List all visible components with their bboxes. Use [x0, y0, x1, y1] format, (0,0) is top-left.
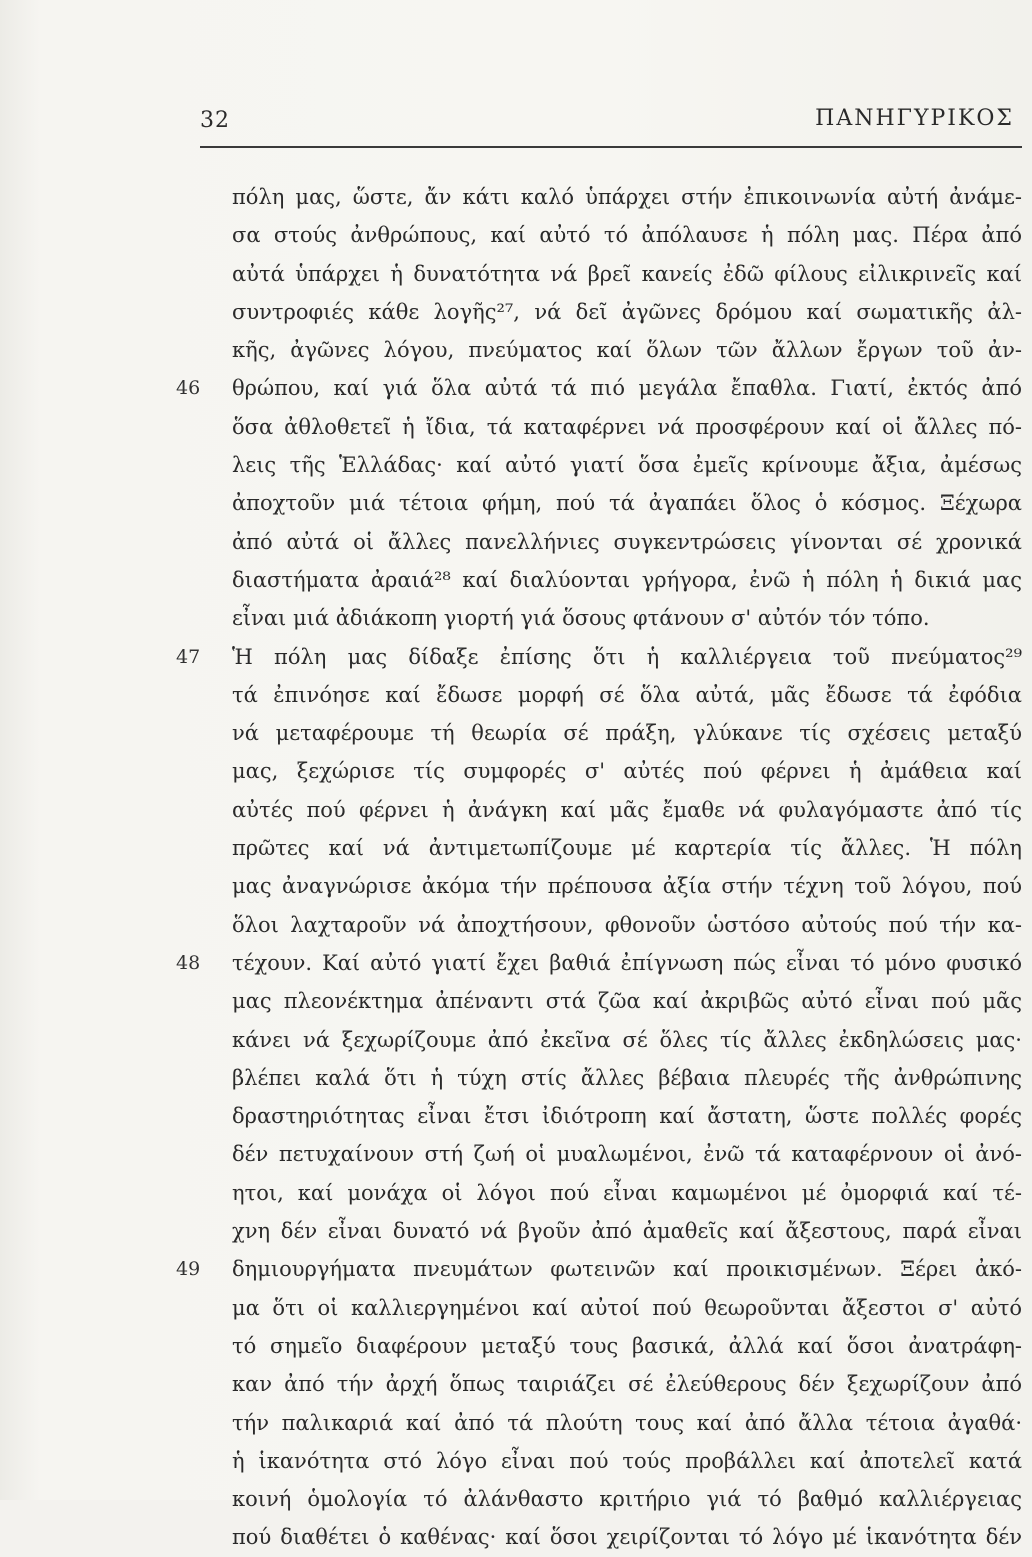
line-text: κάνει νά ξεχωρίζουμε ἀπό ἐκεῖνα σέ ὅλες τίς ἄλλες ἐκδηλώσεις μας· — [232, 1027, 1022, 1052]
line-text: μα ὅτι οἱ καλλιεργημένοι καί αὐτοί πού θεωροῦνται ἄξεστοι σ' αὐτό — [232, 1295, 1022, 1320]
text-line — [0, 1135, 1032, 1173]
text-line — [0, 1059, 1032, 1097]
text-line — [0, 216, 1032, 254]
line-text: ητοι, καί μονάχα οἱ λόγοι πού εἶναι καμωμένοι μέ ὀμορφιά καί τέ- — [232, 1180, 1022, 1205]
line-text: πού διαθέτει ὁ καθένας· καί ὅσοι χειρίζονται τό λόγο μέ ἱκανότητα δέν — [232, 1525, 1022, 1550]
text-line — [0, 829, 1032, 867]
running-head: ΠΑΝΗΓΥΡΙΚΟΣ — [815, 106, 1014, 131]
text-line — [0, 178, 1032, 216]
line-text: σα στούς ἀνθρώπους, καί αὐτό τό ἀπόλαυσε ἡ πόλη μας. Πέρα ἀπό — [232, 223, 1022, 248]
text-line — [0, 561, 1032, 599]
line-text: ἀποχτοῦν μιά τέτοια φήμη, πού τά ἀγαπάει ὅλος ὁ κόσμος. Ξέχωρα — [232, 491, 1022, 516]
line-text: νά μεταφέρουμε τή θεωρία σέ πράξη, γλύκανε τίς σχέσεις μεταξύ — [232, 721, 1022, 746]
text-line — [0, 1327, 1032, 1365]
line-text: δέν πετυχαίνουν στή ζωή οἱ μυαλωμένοι, ἐνῶ τά καταφέρνουν οἱ ἀνό- — [232, 1142, 1022, 1167]
line-text: τά ἐπινόησε καί ἔδωσε μορφή σέ ὅλα αὐτά, μᾶς ἔδωσε τά ἐφόδια — [232, 682, 1022, 707]
text-body — [0, 178, 1032, 1557]
text-line — [0, 906, 1032, 944]
line-text: θρώπου, καί γιά ὅλα αὐτά τά πιό μεγάλα ἔπαθλα. Γιατί, ἐκτός ἀπό — [232, 376, 1022, 401]
text-line — [0, 1097, 1032, 1135]
text-line — [0, 714, 1032, 752]
text-line — [0, 638, 1032, 676]
line-text: ἡ ἱκανότητα στό λόγο εἶναι πού τούς προβάλλει καί ἀποτελεῖ κατά — [232, 1448, 1022, 1473]
line-text: δημιουργήματα πνευμάτων φωτεινῶν καί προικισμένων. Ξέρει ἀκό- — [232, 1257, 1022, 1282]
text-line — [0, 369, 1032, 407]
text-line — [0, 1365, 1032, 1403]
paragraph-number: 46 — [176, 377, 201, 400]
line-text: διαστήματα ἀραιά²⁸ καί διαλύονται γρήγορα, ἐνῶ ἡ πόλη ἡ δικιά μας — [232, 567, 1022, 592]
paragraph-number: 47 — [176, 645, 201, 668]
text-line — [0, 982, 1032, 1020]
line-text: εἶναι μιά ἀδιάκοπη γιορτή γιά ὅσους φτάνουν σ' αὐτόν τόν τόπο. — [232, 606, 930, 631]
line-text: ἀπό αὐτά οἱ ἄλλες πανελλήνιες συγκεντρώσεις γίνονται σέ χρονικά — [232, 529, 1022, 554]
text-line — [0, 1518, 1032, 1556]
text-line — [0, 293, 1032, 331]
text-line — [0, 1021, 1032, 1059]
text-line — [0, 1250, 1032, 1288]
line-text: λεις τῆς Ἑλλάδας· καί αὐτό γιατί ὅσα ἐμεῖς κρίνουμε ἄξια, ἀμέσως — [232, 453, 1022, 478]
line-text: δραστηριότητας εἶναι ἔτσι ἰδιότροπη καί ἄστατη, ὥστε πολλές φορές — [232, 1104, 1022, 1129]
paragraph-number: 48 — [176, 951, 201, 974]
line-text: ὅσα ἀθλοθετεῖ ἡ ἴδια, τά καταφέρνει νά προσφέρουν καί οἱ ἄλλες πό- — [232, 414, 1022, 439]
line-text: καν ἀπό τήν ἀρχή ὅπως ταιριάζει σέ ἐλεύθερους δέν ξεχωρίζουν ἀπό — [232, 1372, 1022, 1397]
line-text: κῆς, ἀγῶνες λόγου, πνεύματος καί ὅλων τῶν ἄλλων ἔργων τοῦ ἀν- — [232, 338, 1022, 363]
text-line — [0, 408, 1032, 446]
line-text: Ἡ πόλη μας δίδαξε ἐπίσης ὅτι ἡ καλλιέργεια τοῦ πνεύματος²⁹ — [232, 644, 1022, 669]
line-text: τέχουν. Καί αὐτό γιατί ἔχει βαθιά ἐπίγνωση πώς εἶναι τό μόνο φυσικό — [232, 950, 1022, 975]
text-line — [0, 484, 1032, 522]
line-text: αὐτές πού φέρνει ἡ ἀνάγκη καί μᾶς ἔμαθε νά φυλαγόμαστε ἀπό τίς — [232, 797, 1022, 822]
line-text: τό σημεῖο διαφέρουν μεταξύ τους βασικά, ἀλλά καί ὅσοι ἀνατράφη- — [232, 1333, 1022, 1358]
line-text: συντροφιές κάθε λογῆς²⁷, νά δεῖ ἀγῶνες δρόμου καί σωματικῆς ἀλ- — [232, 299, 1022, 324]
text-line — [0, 255, 1032, 293]
text-line — [0, 944, 1032, 982]
text-line — [0, 523, 1032, 561]
line-text: μας πλεονέκτημα ἀπέναντι στά ζῶα καί ἀκριβῶς αὐτό εἶναι πού μᾶς — [232, 989, 1022, 1014]
header-rule — [200, 146, 1022, 148]
line-text: ὅλοι λαχταροῦν νά ἀποχτήσουν, φθονοῦν ὡστόσο αὐτούς πού τήν κα- — [232, 912, 1022, 937]
text-line — [0, 676, 1032, 714]
paragraph-number: 49 — [176, 1258, 201, 1281]
page-number: 32 — [200, 108, 230, 133]
text-line — [0, 1480, 1032, 1518]
text-line — [0, 791, 1032, 829]
page-header — [200, 98, 1032, 148]
text-line — [0, 1442, 1032, 1480]
text-line — [0, 1174, 1032, 1212]
line-text: πρῶτες καί νά ἀντιμετωπίζουμε μέ καρτερία τίς ἄλλες. Ἡ πόλη — [232, 836, 1022, 861]
text-line — [0, 1289, 1032, 1327]
line-text: αὐτά ὑπάρχει ἡ δυνατότητα νά βρεῖ κανείς ἐδῶ φίλους εἰλικρινεῖς καί — [232, 261, 1022, 286]
text-line — [0, 1212, 1032, 1250]
line-text: μας, ξεχώρισε τίς συμφορές σ' αὐτές πού φέρνει ἡ ἀμάθεια καί — [232, 759, 1022, 784]
line-text: μας ἀναγνώρισε ἀκόμα τήν πρέπουσα ἀξία στήν τέχνη τοῦ λόγου, πού — [232, 874, 1022, 899]
text-line — [0, 867, 1032, 905]
text-line — [0, 446, 1032, 484]
line-text: πόλη μας, ὥστε, ἄν κάτι καλό ὑπάρχει στήν ἐπικοινωνία αὐτή ἀνάμε- — [232, 185, 1022, 209]
line-text: κοινή ὁμολογία τό ἀλάνθαστο κριτήριο γιά τό βαθμό καλλιέργειας — [232, 1487, 1022, 1512]
line-text: τήν παλικαριά καί ἀπό τά πλούτη τους καί ἀπό ἄλλα τέτοια ἀγαθά· — [232, 1410, 1022, 1435]
text-line — [0, 752, 1032, 790]
text-line — [0, 331, 1032, 369]
text-line — [0, 599, 1032, 637]
line-text: βλέπει καλά ὅτι ἡ τύχη στίς ἄλλες βέβαια πλευρές τῆς ἀνθρώπινης — [232, 1065, 1022, 1090]
line-text: χνη δέν εἶναι δυνατό νά βγοῦν ἀπό ἀμαθεῖς καί ἄξεστους, παρά εἶναι — [232, 1219, 1022, 1244]
text-line — [0, 1404, 1032, 1442]
